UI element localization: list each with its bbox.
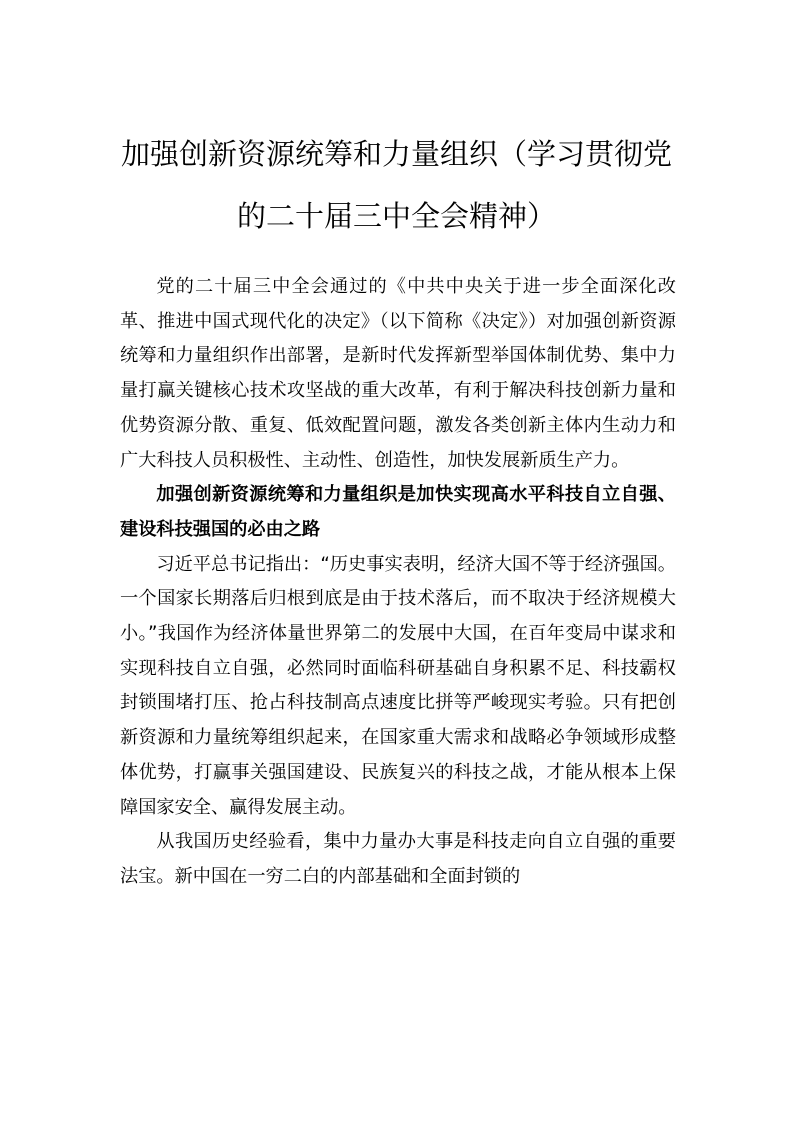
paragraph-intro: 党的二十届三中全会通过的《中共中央关于进一步全面深化改革、推进中国式现代化的决定》（以下简称《决定》）对加强创新资源统筹和力量组织作出部署，是新时代发挥新型举国体制优势、集中力量打赢关键核心技术攻坚战的重大改革，有利于解决科技创新力量和优势资源分散、重复、低效配置问题，激发各类创新主体内生动力和广大科技人员积极性、主动性、创造性，加快发展新质生产力。	[120, 276, 676, 471]
section-heading: 加强创新资源统筹和力量组织是加快实现高水平科技自立自强、建设科技强国的必由之路	[120, 484, 676, 540]
title-line-2: 的二十届三中全会精神）	[236, 199, 556, 233]
paragraph-quote: 习近平总书记指出：“历史事实表明，经济大国不等于经济强国。一个国家长期落后归根到底是由于技术落后，而不取决于经济规模大小。”我国作为经济体量世界第二的发展中大国，在百年变局中谋求和实现科技自立自强，必然同时面临科研基础自身积累不足、科技霸权封锁围堵打压、抢占科技制高点速度比拼等严峻现实考验。只有把创新资源和力量统筹组织起来，在国家重大需求和战略必争领域形成整体优势，打赢事关强国建设、民族复兴的科技之战，才能从根本上保障国家安全、赢得发展主动。	[120, 553, 676, 818]
paragraph-history: 从我国历史经验看，集中力量办大事是科技走向自立自强的重要法宝。新中国在一穷二白的内部基础和全面封锁的	[120, 831, 676, 887]
document-title	[100, 123, 693, 247]
title-line-1: 加强创新资源统筹和力量组织（学习贯彻党	[120, 137, 672, 171]
document-body	[120, 270, 676, 895]
